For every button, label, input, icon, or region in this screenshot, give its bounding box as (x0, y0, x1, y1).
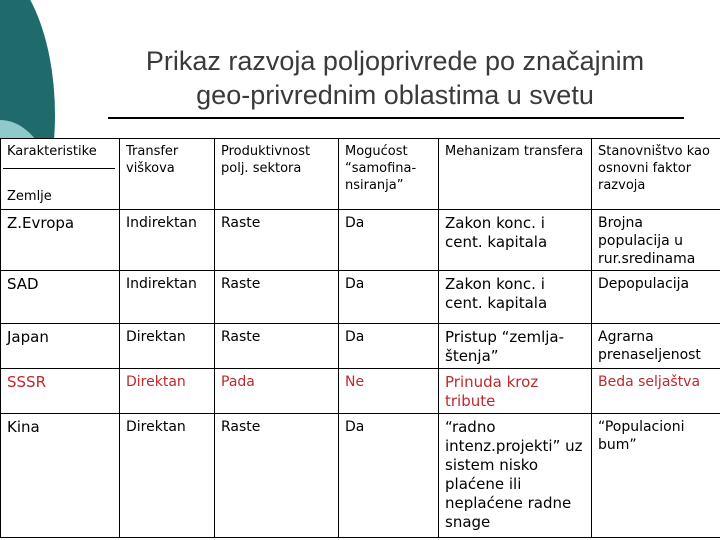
corner-label-characteristics: Karakteristike (7, 144, 97, 159)
table-cell: Da (339, 414, 439, 538)
table-cell: Pristup “zemlja-štenja” (439, 324, 592, 369)
header-cell: Transfer viškova (120, 139, 215, 210)
table-cell: Da (339, 324, 439, 369)
country-cell: Z.Evropa (1, 210, 120, 271)
table-row (1, 414, 720, 538)
header-cell: Stanovništvo kao osnovni faktor razvoja (592, 139, 720, 210)
table-cell: “radno intenz.projekti” uz sistem nisko plaćene ili neplaćene radne snage (439, 414, 592, 538)
corner-cell (1, 139, 120, 210)
table-row (1, 324, 720, 369)
corner-label-countries: Zemlje (7, 189, 52, 204)
title-line-2: geo-privrednim oblastima u svetu (196, 80, 594, 110)
table-cell: Raste (215, 414, 339, 538)
table-cell: Zakon konc. i cent. kapitala (439, 271, 592, 324)
table-cell: Agrarna prenaseljenost (592, 324, 720, 369)
country-cell: Kina (1, 414, 120, 538)
country-cell: Japan (1, 324, 120, 369)
table-cell: Da (339, 271, 439, 324)
title-underline (108, 117, 684, 119)
header-cell: Mogućost “samofina-nsiranja” (339, 139, 439, 210)
table-cell: Direktan (120, 414, 215, 538)
table-cell: Direktan (120, 369, 215, 414)
slide-title (100, 44, 690, 112)
comparison-table (0, 138, 720, 538)
header-cell: Mehanizam transfera (439, 139, 592, 210)
table-row-highlighted (1, 369, 720, 414)
corner-divider (3, 168, 115, 169)
table-row (1, 210, 720, 271)
table-cell: Raste (215, 324, 339, 369)
table-cell: Pada (215, 369, 339, 414)
table-row (1, 271, 720, 324)
title-line-1: Prikaz razvoja poljoprivrede po značajnim (145, 46, 645, 76)
table-cell: Da (339, 210, 439, 271)
table-cell: Depopulacija (592, 271, 720, 324)
header-cell: Produktivnost polj. sektora (215, 139, 339, 210)
table-cell: Beda seljaštva (592, 369, 720, 414)
table-cell: Zakon konc. i cent. kapitala (439, 210, 592, 271)
table-cell: “Populacioni bum” (592, 414, 720, 538)
table-cell: Ne (339, 369, 439, 414)
table-cell: Direktan (120, 324, 215, 369)
country-cell: SSSR (1, 369, 120, 414)
table-cell: Prinuda kroz tribute (439, 369, 592, 414)
table-cell: Raste (215, 210, 339, 271)
table-cell: Indirektan (120, 271, 215, 324)
country-cell: SAD (1, 271, 120, 324)
table-cell: Brojna populacija u rur.sredinama (592, 210, 720, 271)
table-cell: Indirektan (120, 210, 215, 271)
table-header-row (1, 139, 720, 210)
table-cell: Raste (215, 271, 339, 324)
